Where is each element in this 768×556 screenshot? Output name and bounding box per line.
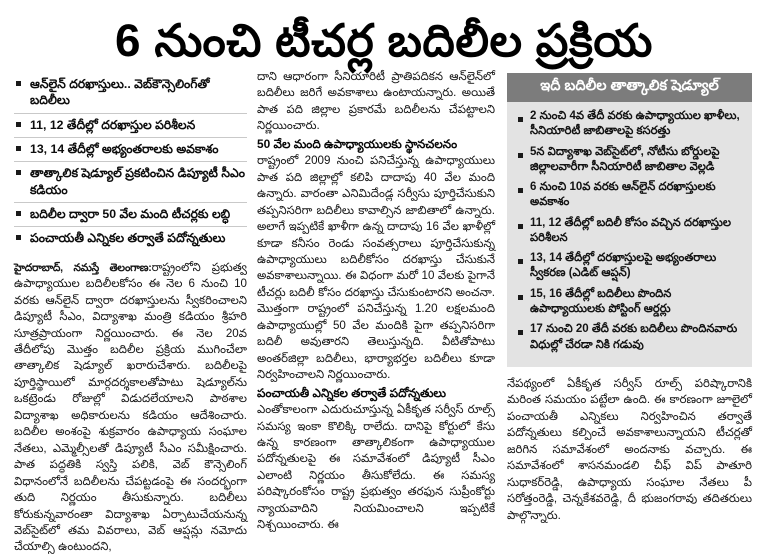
page-title: 6 నుంచి టీచర్ల బదిలీల ప్రక్రియ [115, 15, 653, 66]
list-item [14, 138, 247, 162]
list-item-label: బదిలీల ద్వారా 50 వేల మంది టీచర్లకు లబ్ధి [30, 207, 231, 222]
list-item [516, 109, 743, 145]
list-item [14, 114, 247, 138]
dateline: హైదరాబాద్, నమస్తే తెలంగాణ: [14, 261, 152, 274]
square-bullet-icon [16, 170, 21, 175]
list-item [14, 73, 247, 114]
square-bullet-icon [518, 117, 523, 122]
list-item-label: 5న విద్యాశాఖ వెబ్‌సైట్‌లో, నోటీసు బోర్డులపై జిల్లాలవారీగా సీనియారిటీ జాబితాల వెల్లడి [530, 145, 720, 173]
list-item [516, 322, 743, 358]
square-bullet-icon [518, 295, 523, 300]
list-item [516, 180, 743, 216]
list-item-label: 17 నుంచి 20 తేదీ వరకు బదిలీలు పొందినవారు విధుల్లో చేరడా నికి గడువు [530, 323, 738, 351]
list-item-label: ఆన్‌లైన్ దరఖాస్తులు.. వెబ్‌కౌన్సెలింగ్‌తో బదిలీలు [30, 77, 210, 108]
square-bullet-icon [518, 153, 523, 158]
paragraph: దాని ఆధారంగా సీనియారిటీ ప్రాతిపదికన ఆన్‌లైన్‌లో బదిలీలు జరిగే అవకాశాలు ఉంటాయన్నారు. అయితే పాత పది జిల్లాల ప్రకారమే బదిలీలను చేపట్టాలని నిర్ణయించారు. [257, 70, 495, 133]
square-bullet-icon [518, 224, 523, 229]
column-right [507, 69, 752, 524]
list-item [14, 227, 247, 250]
square-bullet-icon [16, 122, 21, 127]
list-item [516, 216, 743, 252]
list-item [14, 162, 247, 203]
paragraph: నేపథ్యంలో ఏకీకృత సర్వీస్ రూల్స్ పరిష్కారానికి మరింత సమయం పట్టేలా ఉంది. ఈ కారణంగా జూలైలో పంచాయతీ ఎన్నికలు నిర్వహించిన తర్వాతే పదోన్నతులు కల్పించే అవకాశాలున్నాయని టీచర్లతో జరిగిన సమావేశంలో అందనాకు వచ్చారు. ఈ సమావేశంలో శాసనమండలి చీఫ్ విప్ పాతూరి సుధాకర్‌రెడ్డి, ఉపాధ్యాయ సంఘాల నేతలు పీ సరోత్తంరెడ్డి, చెన్నకేశవరెడ్డి, దీ భుజంగరావు తదితరులు పాల్గొన్నారు. [507, 376, 752, 522]
schedule-list [507, 102, 752, 358]
paragraph: ఎంతోకాలంగా ఎదురుచూస్తున్న ఏకీకృత సర్వీస్ రూల్స్ సమస్య ఇంకా కొలిక్కి రాలేదు. దానిపై కోర్టులో కేసు ఉన్న కారణంగా తాత్కాలికంగా ఉపాధ్యాయుల పదోన్నతులపై ఈ సమావేశంలో డిప్యూటీ సీఎం ఎలాంటి నిర్ణయం తీసుకోలేదు. ఈ సమస్య పరిష్కారంకోసం రాష్ట్ర ప్రభుత్వం తరఫున సుప్రీంకోర్టు న్యాయవాదిని నియమించాలని ఇప్పటికే నిశ్చయించారు. ఈ [257, 403, 495, 532]
list-item [516, 251, 743, 287]
square-bullet-icon [518, 188, 523, 193]
schedule-panel [507, 73, 752, 367]
paragraph-text: రాష్ట్రంలోని ప్రభుత్వ ఉపాధ్యాయుల బదిలీలకోసం ఈ నెల 6 నుంచి 10 వరకు ఆన్‌లైన్ ద్వారా దరఖాస్తులను స్వీకరించాలని డిప్యూటీ సీఎం, విద్యాశాఖ మంత్రి కడియం శ్రీహరి సూత్రప్రాయంగా నిర్ణయించారు. ఈ నెల 20వ తేదీలోపు మొత్తం బదిలీల ప్రక్రియ ముగించేలా తాత్కాలిక షెడ్యూల్ ఖరారుచేశారు. బదిలీలపై పూర్తిస్థాయిలో మార్గదర్శకాలతోపాటు షెడ్యూల్‌ను ఒకట్రెండు రోజుల్లో విడుదలేయాలని పాఠశాల విద్యాశాఖ అధికారులను కడియం ఆదేశించారు. బదిలీల అంశంపై శుక్రవారం ఉపాధ్యాయ సంఘాల నేతలు, ఎమ్మెల్సీలతో డిప్యూటీ సీఎం సమీక్షించారు. పాత పద్ధతికి స్వస్తి పలికి, వెబ్ కౌన్సెలింగ్ విధానంలోనే బదిలీలను చేపట్టడంపై ఈ సందర్భంగా తుది నిర్ణయం తీసుకున్నారు. బదిలీలు కోరుకున్నవారంతా విద్యాశాఖ ఏర్పాటుచేయనున్న వెబ్‌సైట్‌లో తమ వివరాలు, వెబ్ ఆప్షన్లు నమోదు చేయాల్సి ఉంటుందని, [14, 260, 247, 554]
list-item-label: 2 నుంచి 4వ తేదీ వరకు ఉపాధ్యాయుల ఖాళీలు, సీనియారిటీ జాబితాలపై కసరత్తు [530, 109, 740, 138]
column-left [14, 69, 257, 556]
schedule-panel-title: ఇదీ బదిలీల తాత్కాలిక షెడ్యూల్ [507, 73, 752, 102]
article-columns [0, 69, 768, 556]
square-bullet-icon [518, 330, 523, 335]
list-item-label: 15, 16 తేదీల్లో బదిలీలు పొందిన ఉపాధ్యాయులకు పోస్టింగ్ ఆర్డర్లు [530, 287, 672, 316]
highlights-list [14, 73, 247, 251]
list-item-label: పంచాయతీ ఎన్నికల తర్వాతే పదోన్నతులు [30, 231, 226, 246]
square-bullet-icon [518, 259, 523, 264]
square-bullet-icon [16, 235, 21, 240]
list-item-label: తాత్కాలిక షెడ్యూల్ ప్రకటించిన డిప్యూటీ సీఎం కడియం [30, 166, 245, 197]
article-lead-paragraph [14, 260, 247, 556]
section-subheading: పంచాయతీ ఎన్నికల తర్వాతే పదోన్నతులు [257, 385, 446, 400]
list-item-label: 13, 14 తేదీల్లో దరఖాస్తులపై అభ్యంతరాలు స్వీకరణ (ఎడిట్ ఆప్షన్) [530, 252, 717, 280]
square-bullet-icon [16, 146, 21, 151]
list-item-label: 13, 14 తేదీల్లో అభ్యంతరాలకు అవకాశం [30, 142, 219, 157]
list-item-label: 11, 12 తేదీల్లో దరఖాస్తుల పరిశీలన [30, 117, 196, 132]
list-item [516, 145, 743, 181]
square-bullet-icon [16, 211, 21, 216]
paragraph: రాష్ట్రంలో 2009 నుంచి పనిచేస్తున్న ఉపాధ్యాయులు పాత పది జిల్లాల్లో కలిపి దాదాపు 40 వేల మంది ఉన్నారు. వారంతా ఎనిమిదేండ్ల సర్వీసు పూర్తిచేసుకుని తప్పనిసరిగా బదిలీలు కావాల్సిన జాబితాలో ఉన్నారు. అలాగే ఇప్పటికే ఖాళీగా ఉన్న దాదాపు 16 వేల ఖాళీల్లో కూడా కనీసం రెండు సంవత్సరాలు పూర్తిచేసుకున్న ఉపాధ్యాయులు బదిలీకోసం దరఖాస్తు చేసుకునే అవకాశాలున్నాయి. ఈ విధంగా మరో 10 వేలకు పైగానే టీచర్లు బదిలీ కోసం దరఖాస్తు చేసుకుంటారని అంచనా. మొత్తంగా రాష్ట్రంలో పనిచేస్తున్న 1.20 లక్షలమంది ఉపాధ్యాయుల్లో 50 వేల మందికి పైగా తప్పనిసరిగా బదిలీ అవుతారని తెలుస్తున్నది. వీటితోపాటు అంతర్‌జిల్లా బదిలీలు, భార్యాభర్తల బదిలీలు కూడా నిర్వహించాలని నిర్ణయించారు. [257, 154, 495, 382]
list-item-label: 6 నుంచి 10వ వరకు ఆన్‌లైన్ దరఖాస్తులకు అవకాశం [530, 181, 716, 209]
list-item [516, 287, 743, 323]
list-item-label: 11, 12 తేదీల్లో బదిలీ కోసం వచ్చిన దరఖాస్తుల పరిశీలన [530, 216, 732, 244]
section-subheading: 50 వేల మంది ఉపాధ్యాయులకు స్థానచలనం [257, 136, 458, 151]
square-bullet-icon [16, 81, 21, 86]
list-item [14, 203, 247, 227]
column-middle [257, 69, 507, 534]
